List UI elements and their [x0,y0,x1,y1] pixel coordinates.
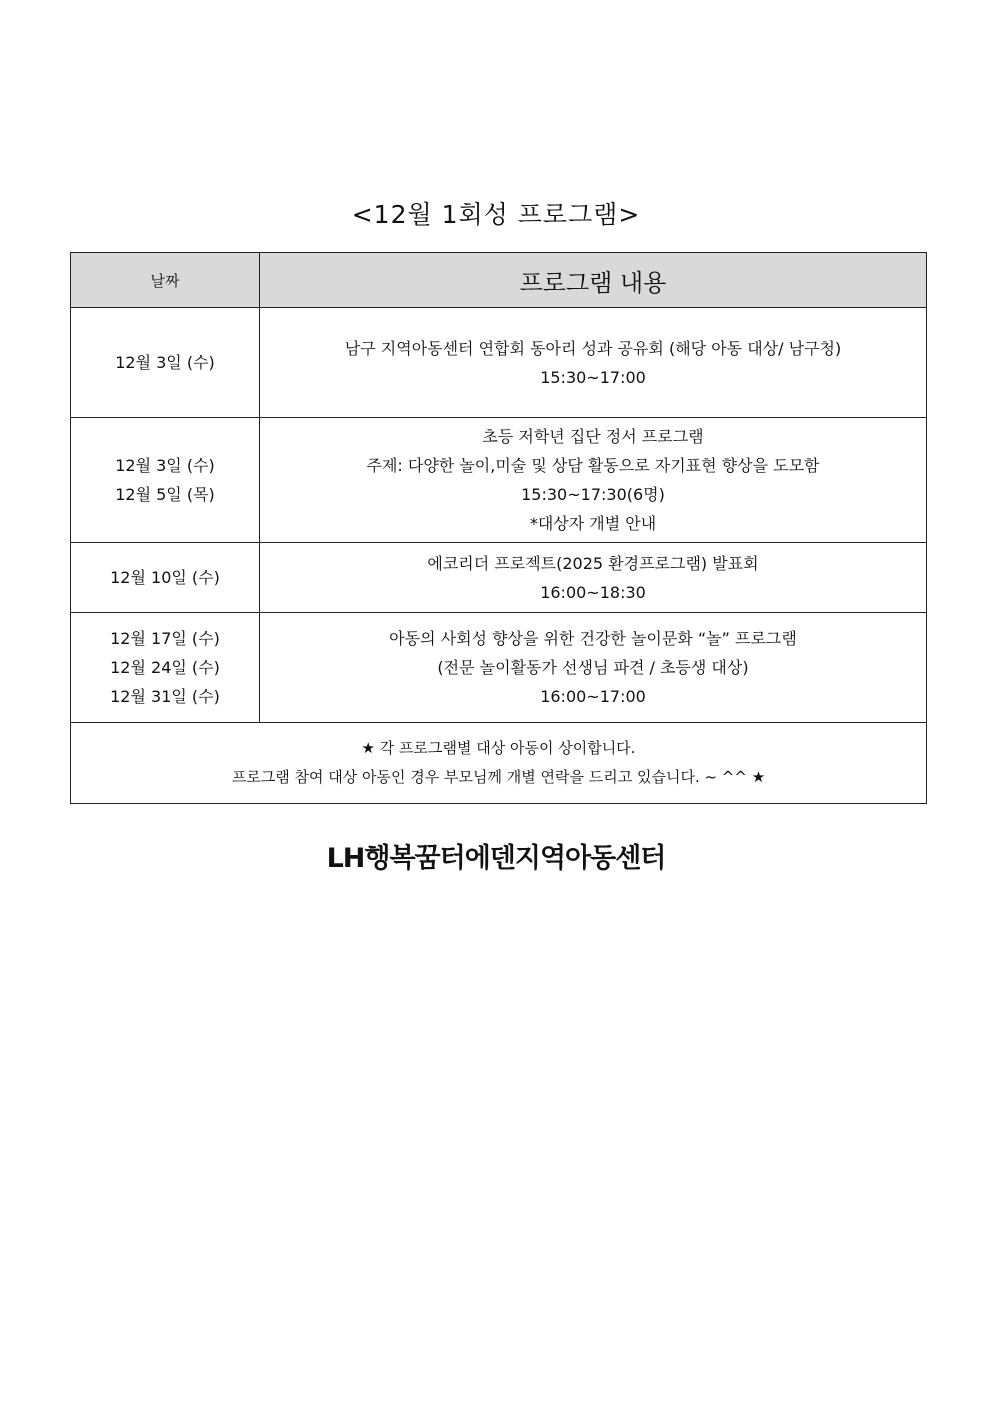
program-schedule-table [70,252,927,804]
table-row [71,543,927,613]
table-row [71,308,927,418]
date-cell [71,418,260,543]
note-line: 프로그램 참여 대상 아동인 경우 부모님께 개별 연락을 드리고 있습니다. ~ ^^ ★ [231,768,766,786]
date-line: 12월 10일 (수) [110,568,220,587]
content-line: 남구 지역아동센터 연합회 동아리 성과 공유회 (해당 아동 대상/ 남구청) [344,338,842,358]
content-cell [260,418,927,543]
date-line: 12월 17일 (수) [110,629,220,648]
table-row [71,613,927,723]
content-cell [260,308,927,418]
content-line: 15:30~17:00 [540,367,646,387]
date-line: 12월 24일 (수) [110,658,220,677]
page-title: <12월 1회성 프로그램> [351,200,641,229]
content-line: (전문 놀이활동가 선생님 파견 / 초등생 대상) [437,658,749,677]
column-header-content: 프로그램 내용 [260,253,927,308]
note-row [71,723,927,804]
center-name: LH행복꿈터에덴지역아동센터 [326,843,666,874]
date-line: 12월 31일 (수) [110,687,220,706]
content-line: 주제: 다양한 놀이,미술 및 상담 활동으로 자기표현 향상을 도모함 [366,456,820,475]
date-cell [71,613,260,723]
content-line: 15:30~17:30(6명) [521,485,665,504]
table-header-row [71,253,927,308]
content-line: 16:00~17:00 [540,687,646,706]
column-header-date: 날짜 [71,253,260,308]
date-line: 12월 5일 (목) [115,485,215,504]
note-line: ★ 각 프로그램별 대상 아동이 상이합니다. [361,739,636,757]
content-line: 16:00~18:30 [540,582,646,602]
date-cell [71,543,260,613]
note-cell [71,723,927,804]
content-cell [260,543,927,613]
date-line: 12월 3일 (수) [115,456,215,475]
content-line: 초등 저학년 집단 정서 프로그램 [482,427,704,446]
content-line: 아동의 사회성 향상을 위한 건강한 놀이문화 “놀” 프로그램 [389,629,797,648]
content-cell [260,613,927,723]
date-line: 12월 3일 (수) [115,353,215,372]
date-cell [71,308,260,418]
table-row [71,418,927,543]
content-line: *대상자 개별 안내 [529,514,657,533]
content-line: 에코리더 프로젝트(2025 환경프로그램) 발표회 [427,553,759,573]
